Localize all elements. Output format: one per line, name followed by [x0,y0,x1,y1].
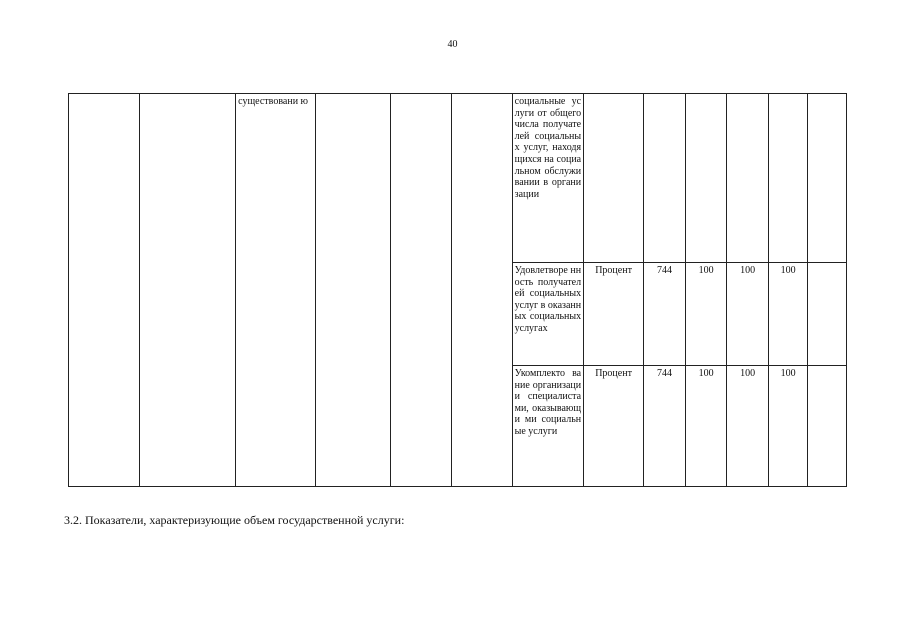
unit-cell [584,94,644,263]
indicator-name-cell: Укомплекто вание организации специалиста ми, оказывающи ми социальные услуги [512,366,583,487]
indicators-table [68,93,847,487]
value-cell [727,94,769,263]
empty-cell [808,263,847,366]
value-cell: 100 [686,366,727,487]
page-number: 40 [447,39,458,50]
section-heading: 3.2. Показатели, характеризующие объем государственной услуги: [64,513,405,527]
empty-cell [808,94,847,263]
empty-cell [390,94,451,487]
value-cell: 100 [769,263,808,366]
unit-cell: Процент [584,366,644,487]
indicator-name-cell: Удовлетворе нность получателей социальных услуг в оказанных социальных услугах [512,263,583,366]
empty-cell [808,366,847,487]
content-cell: существовани ю [236,94,316,487]
code-cell: 744 [644,263,686,366]
empty-cell [69,94,140,487]
empty-cell [316,94,391,487]
value-cell: 100 [727,263,769,366]
indicator-name-cell: социальные услуги от общего числа получателей социальных услуг, находящихся на социальном обслуживании в организации [512,94,583,263]
code-cell: 744 [644,366,686,487]
value-cell [769,94,808,263]
table-row [69,94,847,263]
empty-cell [451,94,512,487]
value-cell [686,94,727,263]
value-cell: 100 [686,263,727,366]
value-cell: 100 [727,366,769,487]
code-cell [644,94,686,263]
empty-cell [140,94,236,487]
unit-cell: Процент [584,263,644,366]
value-cell: 100 [769,366,808,487]
